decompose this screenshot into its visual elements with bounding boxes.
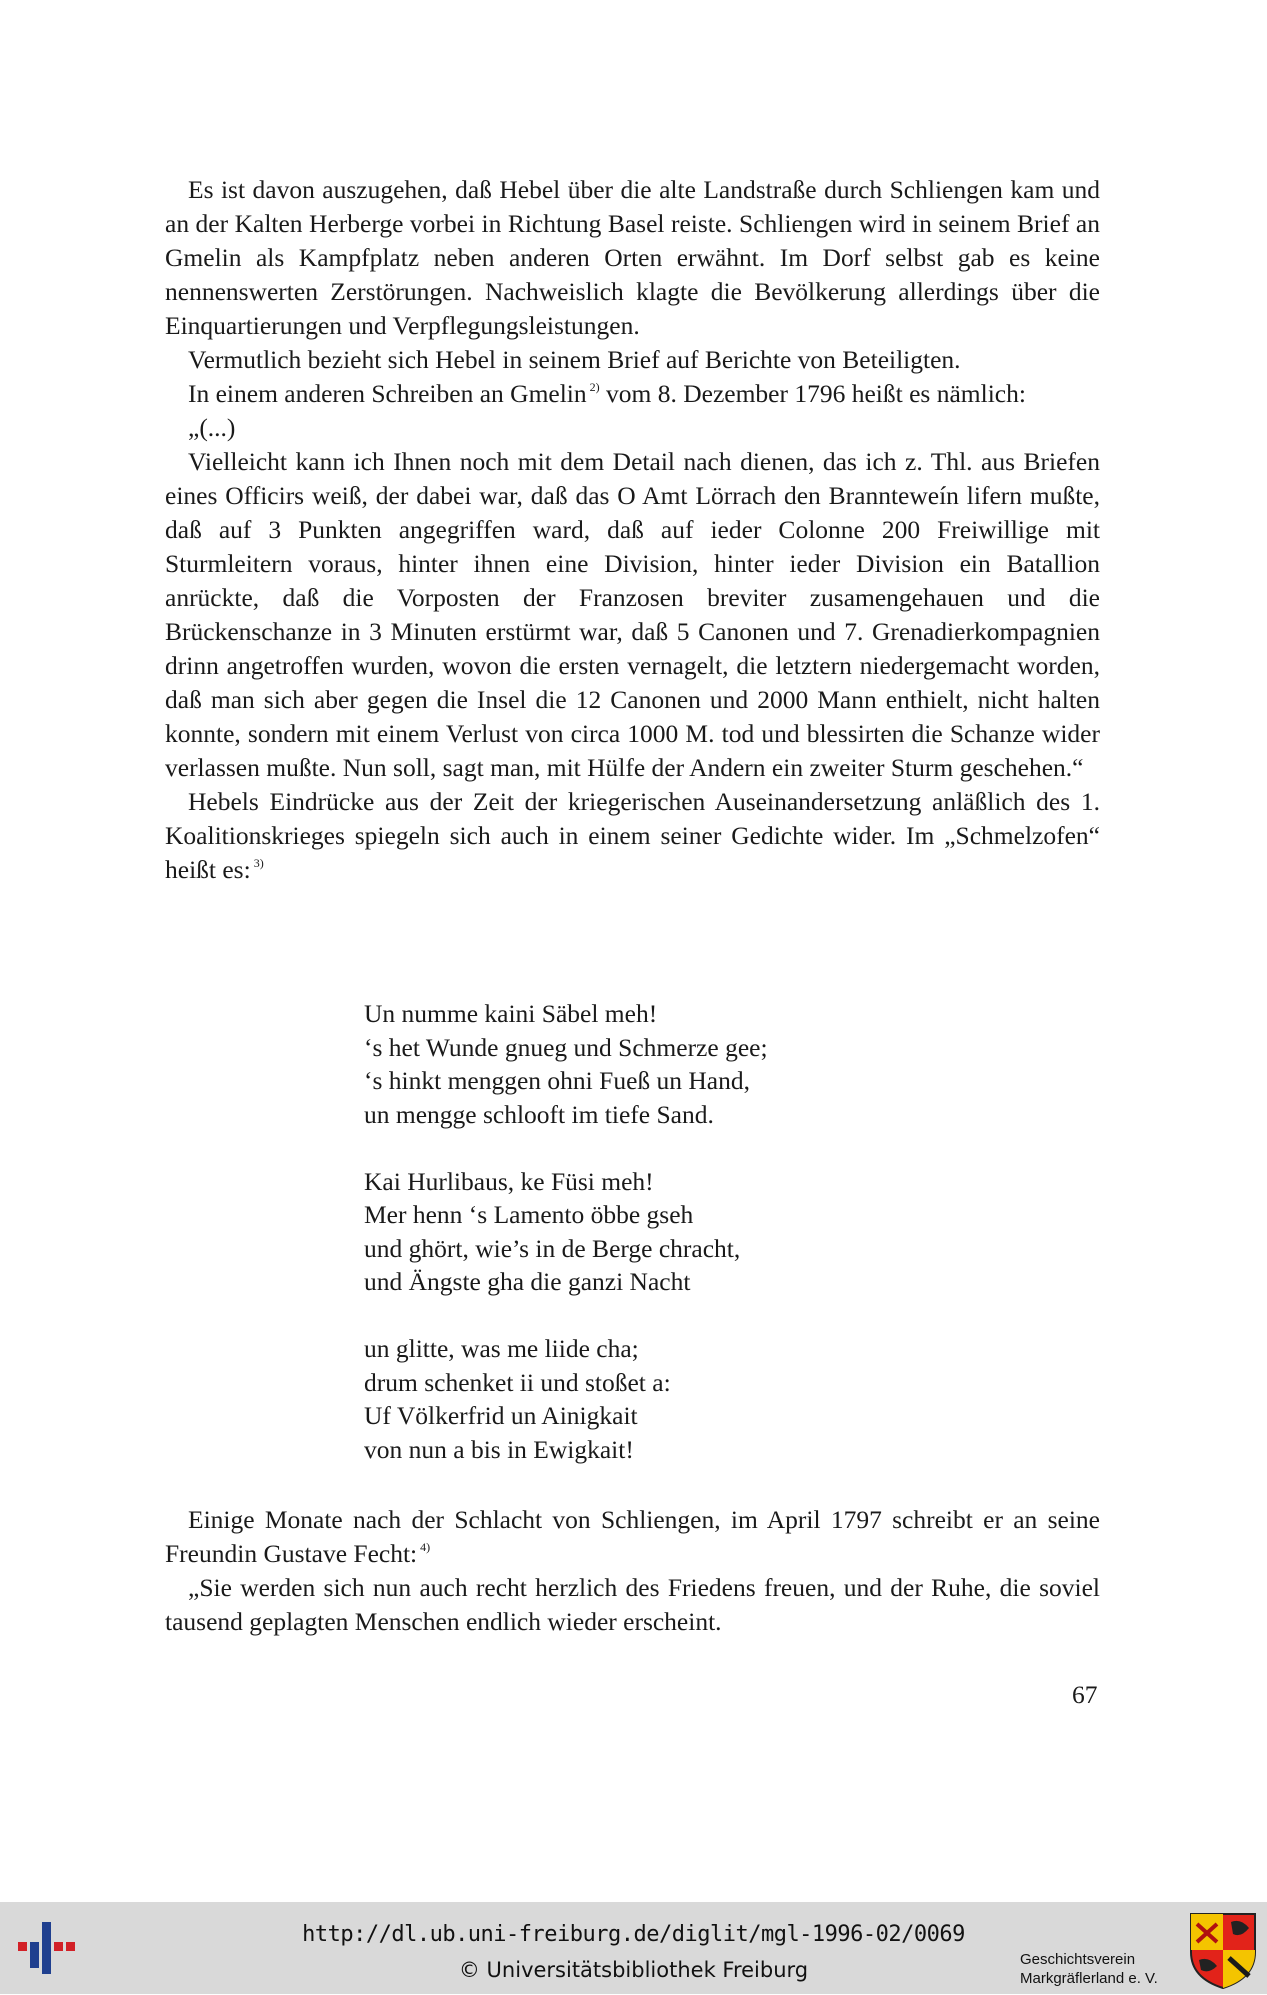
- poem-line: drum schenket ii und stoßet a:: [364, 1367, 671, 1397]
- footer-url-link[interactable]: http://dl.ub.uni-freiburg.de/diglit/mgl-1996-02/0069: [302, 1922, 965, 1947]
- paragraph: Es ist davon auszugehen, daß Hebel über die alte Landstraße durch Schliengen kam und an der Kalten Herberge vorbei in Richtung Basel reiste. Schliengen wird in seinem Brief an Gmelin als Kampfplatz neben anderen Orten erwähnt. Im Dorf selbst gab es keine nennenswerten Zerstörungen. Nachweislich klagte die Bevölkerung allerdings über die Einquartierungen und Verpflegungsleistungen.: [165, 175, 1100, 340]
- poem-line: ‘s hinkt menggen ohni Fueß un Hand,: [364, 1066, 750, 1095]
- poem: [364, 997, 768, 1500]
- footnote-ref: 4): [420, 1540, 431, 1554]
- paragraph: In einem anderen Schreiben an Gmelin $^{2)}$ vom 8. Dezember 1796 heißt es nämlich:: [188, 379, 1026, 408]
- text-block-upper: [165, 173, 1100, 887]
- poem-stanza: [364, 997, 768, 1131]
- poem-line: ‘s het Wunde gnueg und Schmerze gee;: [364, 1032, 768, 1062]
- poem-line: un mengge schlooft im tiefe Sand.: [364, 1099, 714, 1129]
- poem-line: Mer henn ‘s Lamento öbbe gseh: [364, 1200, 694, 1229]
- poem-stanza: [364, 1332, 768, 1466]
- page-number: 67: [1072, 1680, 1098, 1709]
- paragraph: „Sie werden sich nun auch recht herzlich des Friedens freuen, und der Ruhe, die soviel tausend geplagten Menschen endlich wieder erscheint.: [165, 1573, 1100, 1636]
- poem-line: von nun a bis in Ewigkait!: [364, 1434, 634, 1464]
- poem-line: Uf Völkerfrid un Ainigkait: [364, 1401, 638, 1430]
- footnote-ref: 3): [253, 856, 264, 870]
- poem-line: Kai Hurlibaus, ke Füsi meh!: [364, 1166, 654, 1196]
- society-name: Geschichtsverein Markgräflerland e. V.: [1020, 1951, 1158, 1987]
- poem-line: und Ängste gha die ganzi Nacht: [364, 1267, 691, 1296]
- paragraph: Vermutlich bezieht sich Hebel in seinem Brief auf Berichte von Beteiligten.: [188, 345, 961, 374]
- poem-line: un glitte, was me liide cha;: [364, 1334, 639, 1363]
- quote-open: „(...): [188, 413, 236, 442]
- text-block-lower: [165, 1503, 1100, 1639]
- paragraph: Einige Monate nach der Schlacht von Schliengen, im April 1797 schreibt er an seine Freundin Gustave Fecht: $^{4)}$: [165, 1505, 1100, 1568]
- footer-bar: [0, 1902, 1267, 1994]
- poem-line: Un numme kaini Säbel meh!: [364, 999, 658, 1028]
- poem-stanza: [364, 1165, 768, 1299]
- quote-paragraph: Vielleicht kann ich Ihnen noch mit dem Detail nach dienen, das ich z. Thl. aus Briefen eines Officirs weiß, der dabei war, daß das O Amt Lörrach den Brannteweín lifern mußte, daß auf 3 Punkten angegriffen ward, daß auf ieder Colonne 200 Freiwillige mit Sturmleitern voraus, hinter ihnen eine Division, hinter ieder Division ein Batallion anrückte, daß die Vorposten der Franzosen breviter zusamengehauen und die Brückenschanze in 3 Minuten erstürmt war, daß 5 Canonen und 7. Grenadierkompagnien drinn angetroffen wurden, wovon die ersten vernagelt, die letztern niedergemacht worden, daß man sich aber gegen die Insel die 12 Canonen und 2000 Mann enthielt, nicht halten konnte, sondern mit einem Verlust von circa 1000 M. tod und blessirten die Schanze wider verlassen mußte. Nun soll, sagt man, mit Hülfe der Andern ein zweiter Sturm geschehen.“: [165, 447, 1100, 782]
- footnote-ref: 2): [589, 380, 600, 394]
- footer-copyright: © Universitätsbibliothek Freiburg: [458, 1958, 809, 1982]
- coat-of-arms-icon: [1189, 1912, 1257, 1990]
- poem-line: und ghört, wie’s in de Berge chracht,: [364, 1233, 741, 1263]
- paragraph: Hebels Eindrücke aus der Zeit der kriegerischen Auseinandersetzung anläßlich des 1. Koalitionskrieges spiegeln sich auch in einem seiner Gedichte wider. Im „Schmelzofen“ heißt es: $^{3)}$: [165, 787, 1100, 884]
